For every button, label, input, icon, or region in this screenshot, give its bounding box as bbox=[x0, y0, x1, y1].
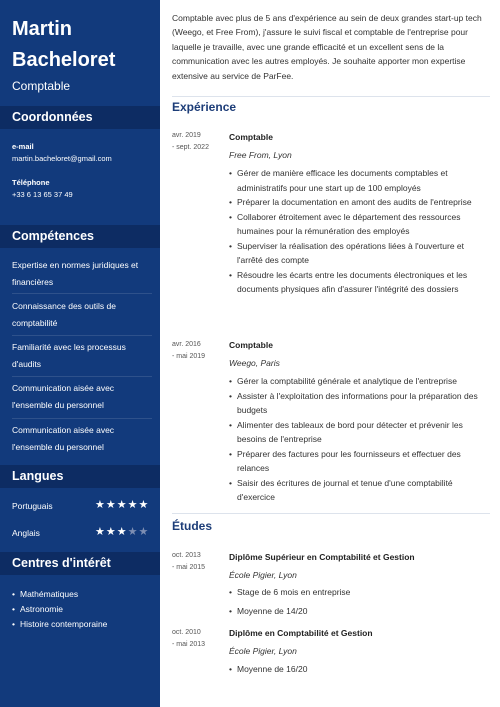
job-date bbox=[172, 130, 222, 154]
skill-item: Expertise en normes juridiques et financières bbox=[12, 260, 139, 287]
skill-divider bbox=[12, 335, 152, 336]
languages-heading: Langues bbox=[0, 465, 160, 488]
job-bullet: • Superviser la réalisation des opérations liées à l'ouverture et l'arrêté des compte bbox=[229, 239, 479, 268]
school-name: École Pigier, Lyon bbox=[229, 570, 297, 580]
job-bullet: • Collaborer étroitement avec le département des ressources humaines pour la rémunération des employés bbox=[229, 210, 479, 239]
skill-item: Connaissance des outils de comptabilité bbox=[12, 301, 116, 328]
star-empty-icon: ★ bbox=[127, 526, 139, 538]
job-bullet: • Alimenter des tableaux de bord pour détecter et prévenir les besoins de l'entreprise bbox=[229, 418, 479, 447]
job-date bbox=[172, 339, 222, 363]
star-filled-icon: ★ bbox=[105, 499, 117, 511]
language-rating bbox=[95, 499, 149, 511]
interest-item: • Mathématiques bbox=[12, 587, 107, 602]
skill-divider bbox=[12, 293, 152, 294]
job-date-start: avr. 2019 bbox=[172, 132, 201, 139]
job-bullet: • Gérer de manière efficace les documents comptables et administratifs pour une start up de 100 employés bbox=[229, 166, 479, 195]
job-date-start: avr. 2016 bbox=[172, 341, 201, 348]
job-date-end: - mai 2019 bbox=[172, 353, 206, 360]
degree-title: Diplôme Supérieur en Comptabilité et Gestion bbox=[229, 552, 415, 562]
job-bullet: • Préparer des factures pour les fournisseurs et effectuer des relances bbox=[229, 447, 479, 476]
skill-divider bbox=[12, 418, 152, 419]
interests-heading: Centres d'intérêt bbox=[0, 552, 160, 575]
interest-item: • Histoire contemporaine bbox=[12, 617, 107, 632]
job-company: Weego, Paris bbox=[229, 358, 280, 368]
skill-item: Communication aisée avec l'ensemble du personnel bbox=[12, 383, 115, 410]
section-divider bbox=[172, 513, 490, 514]
job-bullet: • Saisir des écritures de journal et tenue d'une comptabilité d'exercice bbox=[229, 476, 479, 505]
main-content bbox=[160, 0, 500, 707]
skills-heading: Compétences bbox=[0, 225, 160, 248]
edu-bullet: • Stage de 6 mois en entreprise bbox=[229, 585, 479, 600]
edu-date-start: oct. 2010 bbox=[172, 629, 201, 636]
edu-date-end: - mai 2015 bbox=[172, 564, 206, 571]
language-name: Anglais bbox=[12, 528, 40, 538]
edu-bullets bbox=[229, 662, 479, 681]
job-title: Comptable bbox=[12, 79, 71, 93]
job-bullet: • Résoudre les écarts entre les documents électroniques et les documents physiques afin d'assurer l'intégrité des dossiers bbox=[229, 268, 479, 297]
skill-divider bbox=[12, 376, 152, 377]
email-value: martin.bacheloret@gmail.com bbox=[12, 154, 112, 163]
profile-summary: Comptable avec plus de 5 ans d'expérience au sein de deux grandes start-up tech (Weego, et Free From), j'assure le suivi fiscal et comptable de l'entreprise pour laquelle je travaille, avec une grande efficacité et un excellent sens de la communication avec les autres employés. Je souhaite apporter mon expertise extensive au service de ParFee. bbox=[172, 13, 482, 81]
job-title: Comptable bbox=[229, 340, 273, 350]
star-filled-icon: ★ bbox=[127, 499, 139, 511]
job-bullet: • Préparer la documentation en amont des audits de l'entreprise bbox=[229, 195, 479, 210]
skill-item: Communication aisée avec l'ensemble du personnel bbox=[12, 425, 115, 452]
star-filled-icon: ★ bbox=[116, 526, 128, 538]
section-divider bbox=[172, 96, 490, 97]
contact-heading: Coordonnées bbox=[0, 106, 160, 129]
skill-item: Familiarité avec les processus d'audits bbox=[12, 342, 126, 369]
language-rating bbox=[95, 526, 149, 538]
edu-bullet: • Moyenne de 14/20 bbox=[229, 604, 479, 619]
email-label: e-mail bbox=[12, 142, 34, 151]
job-bullets bbox=[229, 374, 479, 505]
phone-label: Téléphone bbox=[12, 178, 50, 187]
job-bullet: • Assister à l'exploitation des informations pour la préparation des budgets bbox=[229, 389, 479, 418]
job-company: Free From, Lyon bbox=[229, 150, 292, 160]
experience-heading: Expérience bbox=[172, 100, 237, 114]
sidebar bbox=[0, 0, 160, 707]
degree-title: Diplôme en Comptabilité et Gestion bbox=[229, 628, 373, 638]
edu-date bbox=[172, 627, 222, 651]
star-filled-icon: ★ bbox=[105, 526, 117, 538]
school-name: École Pigier, Lyon bbox=[229, 646, 297, 656]
edu-date bbox=[172, 550, 222, 574]
star-filled-icon: ★ bbox=[95, 499, 106, 511]
person-name: Martin Bacheloret bbox=[12, 18, 116, 71]
star-filled-icon: ★ bbox=[95, 526, 106, 538]
star-empty-icon: ★ bbox=[138, 526, 150, 538]
edu-bullet: • Moyenne de 16/20 bbox=[229, 662, 479, 677]
phone-value: +33 6 13 65 37 49 bbox=[12, 190, 73, 199]
job-date-end: - sept. 2022 bbox=[172, 144, 209, 151]
job-bullet: • Gérer la comptabilité générale et analytique de l'entreprise bbox=[229, 374, 479, 389]
language-name: Portuguais bbox=[12, 501, 53, 511]
interests-list bbox=[12, 587, 107, 632]
star-filled-icon: ★ bbox=[138, 499, 150, 511]
education-heading: Études bbox=[172, 519, 213, 533]
job-title: Comptable bbox=[229, 132, 273, 142]
edu-bullets bbox=[229, 585, 479, 623]
star-filled-icon: ★ bbox=[116, 499, 128, 511]
interest-item: • Astronomie bbox=[12, 602, 107, 617]
edu-date-start: oct. 2013 bbox=[172, 552, 201, 559]
job-bullets bbox=[229, 166, 479, 297]
edu-date-end: - mai 2013 bbox=[172, 641, 206, 648]
